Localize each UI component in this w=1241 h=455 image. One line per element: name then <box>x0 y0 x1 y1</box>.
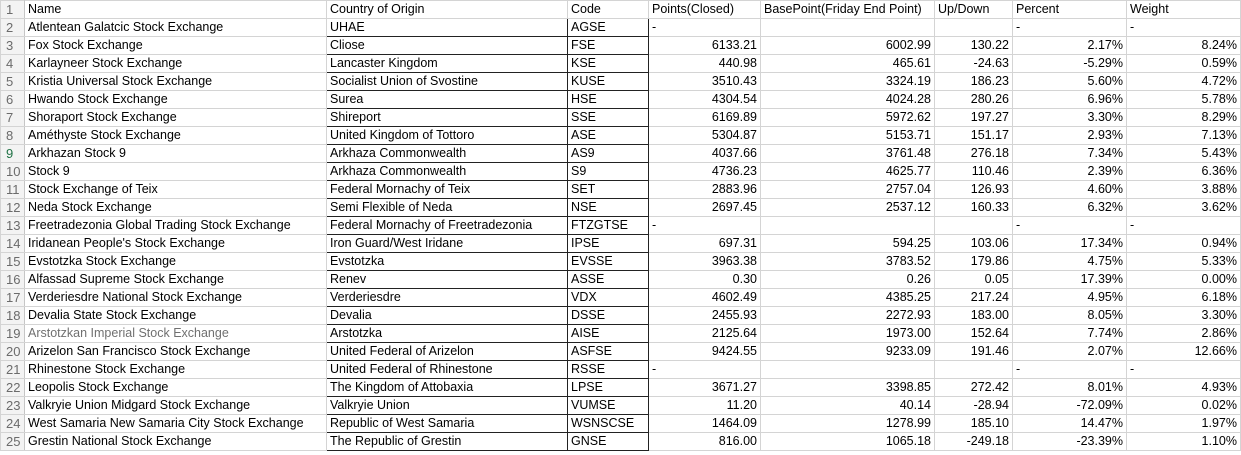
cell-percent[interactable]: 2.39% <box>1013 163 1127 181</box>
cell-basepoint[interactable]: 4024.28 <box>761 91 935 109</box>
cell-basepoint[interactable]: 4625.77 <box>761 163 935 181</box>
cell-basepoint[interactable]: 594.25 <box>761 235 935 253</box>
cell-basepoint[interactable]: 6002.99 <box>761 37 935 55</box>
cell-code[interactable]: IPSE <box>568 235 649 253</box>
cell-percent[interactable]: -72.09% <box>1013 397 1127 415</box>
cell-basepoint[interactable]: 465.61 <box>761 55 935 73</box>
table-row <box>1 37 1241 55</box>
cell-up-down[interactable]: 110.46 <box>935 163 1013 181</box>
cell-percent[interactable]: 3.30% <box>1013 109 1127 127</box>
cell-country[interactable]: United Kingdom of Tottoro <box>327 127 568 145</box>
row-number[interactable]: 1 <box>1 1 25 19</box>
cell-name[interactable]: Devalia State Stock Exchange <box>25 307 327 325</box>
cell-basepoint[interactable]: 3324.19 <box>761 73 935 91</box>
row-number[interactable]: 10 <box>1 163 25 181</box>
cell-weight[interactable]: 0.00% <box>1127 271 1241 289</box>
cell-name[interactable]: Evstotzka Stock Exchange <box>25 253 327 271</box>
cell-percent[interactable]: 7.74% <box>1013 325 1127 343</box>
cell-basepoint[interactable] <box>761 19 935 37</box>
column-header-percent[interactable]: Percent <box>1013 1 1127 19</box>
table-row <box>1 91 1241 109</box>
cell-percent[interactable]: 6.96% <box>1013 91 1127 109</box>
cell-up-down[interactable] <box>935 19 1013 37</box>
row-number[interactable]: 2 <box>1 19 25 37</box>
cell-up-down[interactable]: 103.06 <box>935 235 1013 253</box>
cell-country[interactable]: Arkhaza Commonwealth <box>327 163 568 181</box>
row-number[interactable]: 7 <box>1 109 25 127</box>
cell-name[interactable]: Arstotzkan Imperial Stock Exchange <box>25 325 327 343</box>
table-row <box>1 73 1241 91</box>
cell-name[interactable]: Arkhazan Stock 9 <box>25 145 327 163</box>
table-row <box>1 163 1241 181</box>
cell-code[interactable]: AGSE <box>568 19 649 37</box>
cell-percent[interactable]: 4.95% <box>1013 289 1127 307</box>
cell-country[interactable]: The Kingdom of Attobaxia <box>327 379 568 397</box>
row-number[interactable]: 12 <box>1 199 25 217</box>
cell-up-down[interactable]: -24.63 <box>935 55 1013 73</box>
cell-basepoint[interactable]: 5153.71 <box>761 127 935 145</box>
cell-country[interactable]: Renev <box>327 271 568 289</box>
row-number[interactable]: 11 <box>1 181 25 199</box>
cell-weight[interactable]: 6.36% <box>1127 163 1241 181</box>
cell-up-down[interactable]: -249.18 <box>935 433 1013 451</box>
table-row <box>1 361 1241 379</box>
cell-percent[interactable]: - <box>1013 361 1127 379</box>
row-number[interactable]: 24 <box>1 415 25 433</box>
table-row <box>1 307 1241 325</box>
table-row <box>1 271 1241 289</box>
cell-code[interactable]: LPSE <box>568 379 649 397</box>
cell-points-closed[interactable]: 2125.64 <box>649 325 761 343</box>
table-row <box>1 217 1241 235</box>
cell-name[interactable]: Arizelon San Francisco Stock Exchange <box>25 343 327 361</box>
cell-code[interactable]: KSE <box>568 55 649 73</box>
cell-code[interactable]: WSNSCSE <box>568 415 649 433</box>
cell-basepoint[interactable]: 3783.52 <box>761 253 935 271</box>
cell-weight[interactable]: 4.72% <box>1127 73 1241 91</box>
table-row <box>1 289 1241 307</box>
cell-percent[interactable]: 17.39% <box>1013 271 1127 289</box>
cell-points-closed[interactable]: 6133.21 <box>649 37 761 55</box>
row-number[interactable]: 3 <box>1 37 25 55</box>
table-row <box>1 379 1241 397</box>
cell-weight[interactable]: 1.97% <box>1127 415 1241 433</box>
cell-country[interactable]: Devalia <box>327 307 568 325</box>
cell-points-closed[interactable]: 3963.38 <box>649 253 761 271</box>
column-header-up-down[interactable]: Up/Down <box>935 1 1013 19</box>
cell-code[interactable]: DSSE <box>568 307 649 325</box>
cell-code[interactable]: AISE <box>568 325 649 343</box>
cell-name[interactable]: Freetradezonia Global Trading Stock Exchange <box>25 217 327 235</box>
row-number[interactable]: 9 <box>1 145 25 163</box>
cell-up-down[interactable]: 179.86 <box>935 253 1013 271</box>
cell-country[interactable]: United Federal of Rhinestone <box>327 361 568 379</box>
cell-up-down[interactable]: 185.10 <box>935 415 1013 433</box>
cell-basepoint[interactable]: 2272.93 <box>761 307 935 325</box>
cell-up-down[interactable]: 280.26 <box>935 91 1013 109</box>
cell-points-closed[interactable]: 4736.23 <box>649 163 761 181</box>
cell-up-down[interactable]: -28.94 <box>935 397 1013 415</box>
cell-country[interactable]: The Republic of Grestin <box>327 433 568 451</box>
row-number[interactable]: 5 <box>1 73 25 91</box>
cell-country[interactable]: Verderiesdre <box>327 289 568 307</box>
table-row <box>1 145 1241 163</box>
cell-code[interactable]: RSSE <box>568 361 649 379</box>
cell-percent[interactable]: 8.05% <box>1013 307 1127 325</box>
cell-name[interactable]: West Samaria New Samaria City Stock Exchange <box>25 415 327 433</box>
row-number[interactable]: 19 <box>1 325 25 343</box>
cell-name[interactable]: Stock 9 <box>25 163 327 181</box>
column-header-code[interactable]: Code <box>568 1 649 19</box>
cell-up-down[interactable]: 130.22 <box>935 37 1013 55</box>
cell-percent[interactable]: 5.60% <box>1013 73 1127 91</box>
table-row <box>1 199 1241 217</box>
cell-points-closed[interactable]: 816.00 <box>649 433 761 451</box>
header-row <box>1 1 1241 19</box>
cell-basepoint[interactable] <box>761 361 935 379</box>
table-row <box>1 325 1241 343</box>
cell-name[interactable]: Améthyste Stock Exchange <box>25 127 327 145</box>
cell-country[interactable]: Valkryie Union <box>327 397 568 415</box>
row-number[interactable]: 15 <box>1 253 25 271</box>
cell-country[interactable]: Surea <box>327 91 568 109</box>
cell-country[interactable]: United Federal of Arizelon <box>327 343 568 361</box>
row-number[interactable]: 6 <box>1 91 25 109</box>
cell-name[interactable]: Alfassad Supreme Stock Exchange <box>25 271 327 289</box>
cell-code[interactable]: HSE <box>568 91 649 109</box>
cell-weight[interactable]: 5.78% <box>1127 91 1241 109</box>
cell-weight[interactable]: - <box>1127 217 1241 235</box>
cell-country[interactable]: UHAE <box>327 19 568 37</box>
table-row <box>1 253 1241 271</box>
row-number[interactable]: 18 <box>1 307 25 325</box>
cell-points-closed[interactable]: 697.31 <box>649 235 761 253</box>
row-number[interactable]: 22 <box>1 379 25 397</box>
cell-weight[interactable]: 6.18% <box>1127 289 1241 307</box>
column-header-basepoint[interactable]: BasePoint(Friday End Point) <box>761 1 935 19</box>
cell-weight[interactable]: 3.30% <box>1127 307 1241 325</box>
cell-weight[interactable]: 12.66% <box>1127 343 1241 361</box>
cell-country[interactable]: Arkhaza Commonwealth <box>327 145 568 163</box>
cell-basepoint[interactable]: 3398.85 <box>761 379 935 397</box>
cell-name[interactable]: Fox Stock Exchange <box>25 37 327 55</box>
row-number[interactable]: 13 <box>1 217 25 235</box>
column-header-weight[interactable]: Weight <box>1127 1 1241 19</box>
cell-points-closed[interactable]: - <box>649 361 761 379</box>
cell-weight[interactable]: 0.94% <box>1127 235 1241 253</box>
cell-code[interactable]: FTZGTSE <box>568 217 649 235</box>
cell-country[interactable]: Iron Guard/West Iridane <box>327 235 568 253</box>
cell-code[interactable]: ASSE <box>568 271 649 289</box>
cell-weight[interactable]: 3.88% <box>1127 181 1241 199</box>
column-header-name[interactable]: Name <box>25 1 327 19</box>
cell-basepoint[interactable]: 5972.62 <box>761 109 935 127</box>
cell-code[interactable]: GNSE <box>568 433 649 451</box>
cell-up-down[interactable]: 0.05 <box>935 271 1013 289</box>
cell-name[interactable]: Hwando Stock Exchange <box>25 91 327 109</box>
cell-weight[interactable]: 0.59% <box>1127 55 1241 73</box>
row-number[interactable]: 16 <box>1 271 25 289</box>
cell-up-down[interactable]: 217.24 <box>935 289 1013 307</box>
cell-basepoint[interactable]: 1973.00 <box>761 325 935 343</box>
cell-up-down[interactable]: 151.17 <box>935 127 1013 145</box>
cell-code[interactable]: VUMSE <box>568 397 649 415</box>
cell-percent[interactable]: 14.47% <box>1013 415 1127 433</box>
cell-points-closed[interactable]: 11.20 <box>649 397 761 415</box>
table-row <box>1 433 1241 451</box>
table-row <box>1 343 1241 361</box>
cell-country[interactable]: Federal Mornachy of Freetradezonia <box>327 217 568 235</box>
cell-country[interactable]: Lancaster Kingdom <box>327 55 568 73</box>
cell-name[interactable]: Iridanean People's Stock Exchange <box>25 235 327 253</box>
cell-basepoint[interactable] <box>761 217 935 235</box>
cell-code[interactable]: VDX <box>568 289 649 307</box>
cell-points-closed[interactable]: 6169.89 <box>649 109 761 127</box>
cell-code[interactable]: SSE <box>568 109 649 127</box>
cell-up-down[interactable] <box>935 217 1013 235</box>
cell-basepoint[interactable]: 0.26 <box>761 271 935 289</box>
column-header-points-closed[interactable]: Points(Closed) <box>649 1 761 19</box>
cell-up-down[interactable]: 160.33 <box>935 199 1013 217</box>
cell-name[interactable]: Kristia Universal Stock Exchange <box>25 73 327 91</box>
cell-basepoint[interactable]: 40.14 <box>761 397 935 415</box>
cell-points-closed[interactable]: 440.98 <box>649 55 761 73</box>
cell-weight[interactable]: 0.02% <box>1127 397 1241 415</box>
cell-country[interactable]: Arstotzka <box>327 325 568 343</box>
cell-points-closed[interactable]: 3671.27 <box>649 379 761 397</box>
cell-up-down[interactable]: 126.93 <box>935 181 1013 199</box>
cell-percent[interactable]: 17.34% <box>1013 235 1127 253</box>
cell-percent[interactable]: -5.29% <box>1013 55 1127 73</box>
cell-code[interactable]: AS9 <box>568 145 649 163</box>
cell-weight[interactable]: 3.62% <box>1127 199 1241 217</box>
cell-percent[interactable]: - <box>1013 217 1127 235</box>
row-number[interactable]: 21 <box>1 361 25 379</box>
cell-country[interactable]: Socialist Union of Svostine <box>327 73 568 91</box>
cell-basepoint[interactable]: 9233.09 <box>761 343 935 361</box>
cell-country[interactable]: Evstotzka <box>327 253 568 271</box>
cell-up-down[interactable]: 197.27 <box>935 109 1013 127</box>
cell-up-down[interactable]: 276.18 <box>935 145 1013 163</box>
cell-up-down[interactable]: 186.23 <box>935 73 1013 91</box>
cell-weight[interactable]: 1.10% <box>1127 433 1241 451</box>
cell-weight[interactable]: - <box>1127 19 1241 37</box>
cell-percent[interactable]: - <box>1013 19 1127 37</box>
cell-name[interactable]: Valkryie Union Midgard Stock Exchange <box>25 397 327 415</box>
cell-up-down[interactable]: 191.46 <box>935 343 1013 361</box>
cell-country[interactable]: Semi Flexible of Neda <box>327 199 568 217</box>
cell-percent[interactable]: 7.34% <box>1013 145 1127 163</box>
column-header-country[interactable]: Country of Origin <box>327 1 568 19</box>
cell-up-down[interactable]: 272.42 <box>935 379 1013 397</box>
table-row <box>1 415 1241 433</box>
cell-name[interactable]: Atlentean Galatcic Stock Exchange <box>25 19 327 37</box>
cell-basepoint[interactable]: 4385.25 <box>761 289 935 307</box>
cell-weight[interactable]: 8.29% <box>1127 109 1241 127</box>
cell-points-closed[interactable]: - <box>649 19 761 37</box>
cell-up-down[interactable] <box>935 361 1013 379</box>
cell-name[interactable]: Grestin National Stock Exchange <box>25 433 327 451</box>
cell-points-closed[interactable]: 1464.09 <box>649 415 761 433</box>
row-number[interactable]: 20 <box>1 343 25 361</box>
cell-weight[interactable]: 7.13% <box>1127 127 1241 145</box>
cell-name[interactable]: Neda Stock Exchange <box>25 199 327 217</box>
table-row <box>1 127 1241 145</box>
cell-up-down[interactable]: 183.00 <box>935 307 1013 325</box>
cell-percent[interactable]: 2.93% <box>1013 127 1127 145</box>
cell-name[interactable]: Karlayneer Stock Exchange <box>25 55 327 73</box>
cell-name[interactable]: Verderiesdre National Stock Exchange <box>25 289 327 307</box>
cell-weight[interactable]: 2.86% <box>1127 325 1241 343</box>
cell-code[interactable]: FSE <box>568 37 649 55</box>
table-row <box>1 235 1241 253</box>
table-row <box>1 19 1241 37</box>
cell-country[interactable]: Republic of West Samaria <box>327 415 568 433</box>
cell-code[interactable]: S9 <box>568 163 649 181</box>
cell-code[interactable]: KUSE <box>568 73 649 91</box>
cell-weight[interactable]: 5.43% <box>1127 145 1241 163</box>
cell-basepoint[interactable]: 3761.48 <box>761 145 935 163</box>
cell-basepoint[interactable]: 1065.18 <box>761 433 935 451</box>
cell-code[interactable]: NSE <box>568 199 649 217</box>
cell-points-closed[interactable]: 9424.55 <box>649 343 761 361</box>
cell-points-closed[interactable]: 0.30 <box>649 271 761 289</box>
cell-percent[interactable]: -23.39% <box>1013 433 1127 451</box>
cell-percent[interactable]: 2.17% <box>1013 37 1127 55</box>
cell-code[interactable]: ASE <box>568 127 649 145</box>
cell-points-closed[interactable]: 5304.87 <box>649 127 761 145</box>
cell-basepoint[interactable]: 2537.12 <box>761 199 935 217</box>
cell-points-closed[interactable]: 4304.54 <box>649 91 761 109</box>
row-number[interactable]: 4 <box>1 55 25 73</box>
cell-points-closed[interactable]: 4602.49 <box>649 289 761 307</box>
cell-country[interactable]: Federal Mornachy of Teix <box>327 181 568 199</box>
table-row <box>1 181 1241 199</box>
cell-percent[interactable]: 8.01% <box>1013 379 1127 397</box>
cell-code[interactable]: ASFSE <box>568 343 649 361</box>
table-row <box>1 109 1241 127</box>
cell-country[interactable]: Cliose <box>327 37 568 55</box>
cell-country[interactable]: Shireport <box>327 109 568 127</box>
row-number[interactable]: 23 <box>1 397 25 415</box>
cell-name[interactable]: Shoraport Stock Exchange <box>25 109 327 127</box>
cell-up-down[interactable]: 152.64 <box>935 325 1013 343</box>
cell-weight[interactable]: - <box>1127 361 1241 379</box>
cell-weight[interactable]: 4.93% <box>1127 379 1241 397</box>
cell-points-closed[interactable]: 2697.45 <box>649 199 761 217</box>
cell-name[interactable]: Rhinestone Stock Exchange <box>25 361 327 379</box>
cell-points-closed[interactable]: 3510.43 <box>649 73 761 91</box>
cell-points-closed[interactable]: - <box>649 217 761 235</box>
cell-name[interactable]: Stock Exchange of Teix <box>25 181 327 199</box>
row-number[interactable]: 17 <box>1 289 25 307</box>
cell-basepoint[interactable]: 2757.04 <box>761 181 935 199</box>
cell-weight[interactable]: 8.24% <box>1127 37 1241 55</box>
cell-points-closed[interactable]: 2455.93 <box>649 307 761 325</box>
cell-percent[interactable]: 4.60% <box>1013 181 1127 199</box>
cell-points-closed[interactable]: 2883.96 <box>649 181 761 199</box>
cell-basepoint[interactable]: 1278.99 <box>761 415 935 433</box>
table-row <box>1 397 1241 415</box>
cell-name[interactable]: Leopolis Stock Exchange <box>25 379 327 397</box>
cell-percent[interactable]: 6.32% <box>1013 199 1127 217</box>
cell-code[interactable]: SET <box>568 181 649 199</box>
row-number[interactable]: 8 <box>1 127 25 145</box>
row-number[interactable]: 25 <box>1 433 25 451</box>
row-number[interactable]: 14 <box>1 235 25 253</box>
table-row <box>1 55 1241 73</box>
cell-percent[interactable]: 2.07% <box>1013 343 1127 361</box>
cell-code[interactable]: EVSSE <box>568 253 649 271</box>
cell-percent[interactable]: 4.75% <box>1013 253 1127 271</box>
cell-points-closed[interactable]: 4037.66 <box>649 145 761 163</box>
cell-weight[interactable]: 5.33% <box>1127 253 1241 271</box>
